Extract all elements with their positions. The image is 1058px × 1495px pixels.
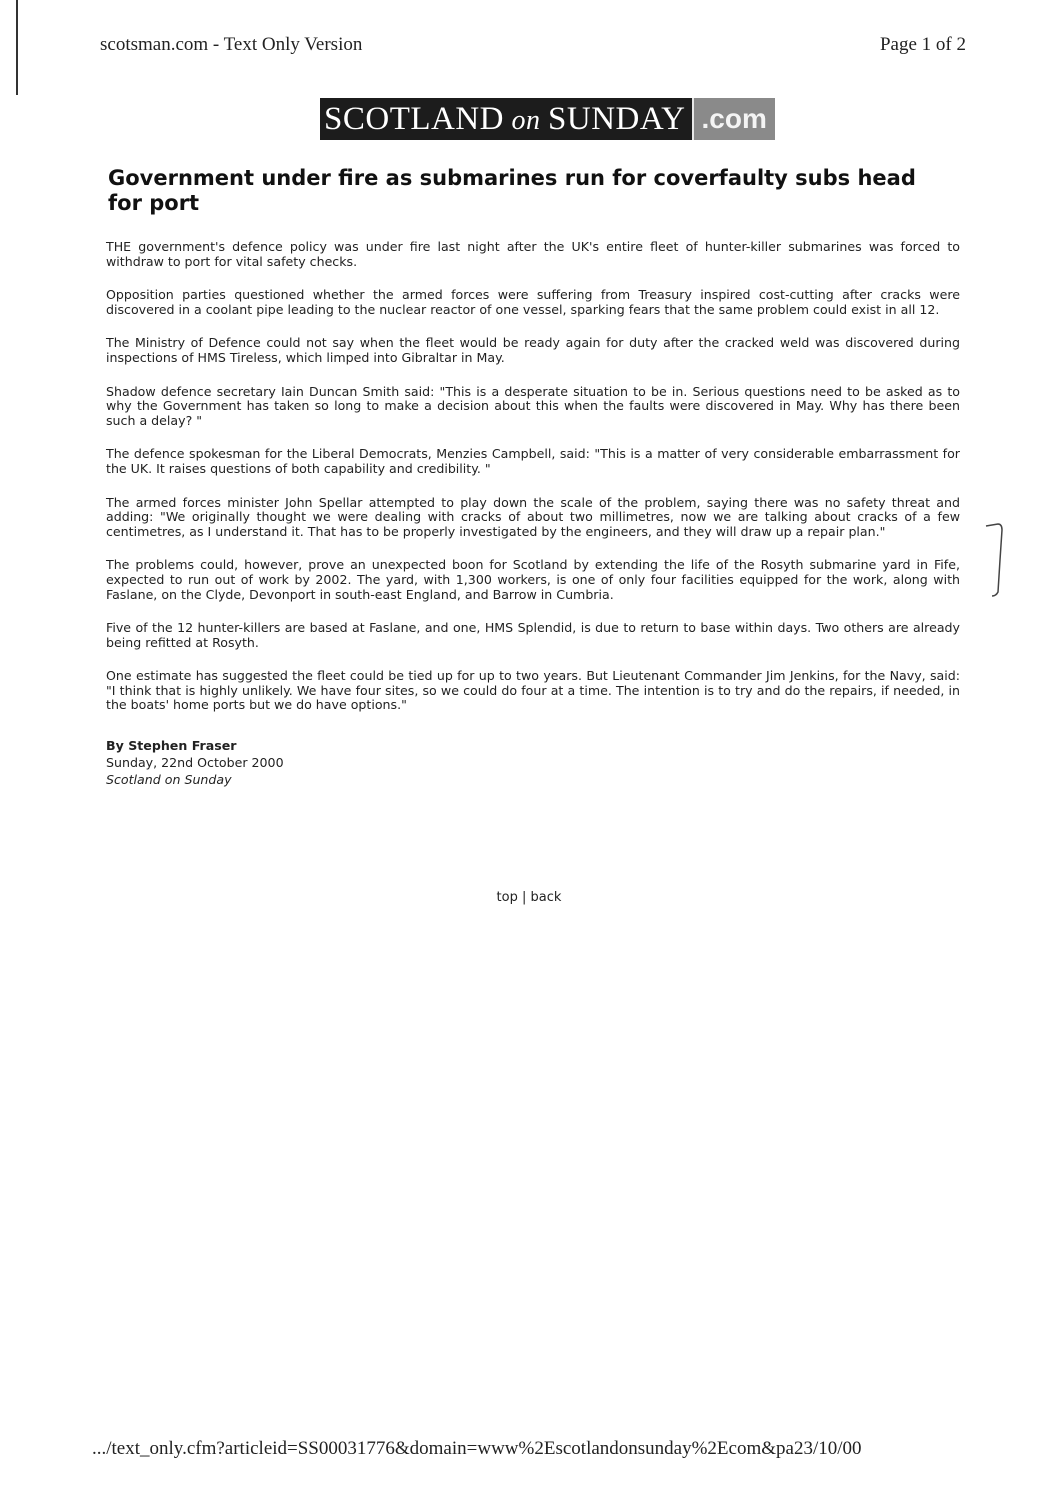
article-paragraph: The defence spokesman for the Liberal Democrats, Menzies Campbell, said: "This is a matter of very considerable embarrassment for the UK. It raises questions of both capability and credibility. " — [106, 446, 960, 476]
link-separator: | — [522, 890, 527, 905]
byline — [106, 737, 960, 788]
masthead-dotcom: .com — [692, 98, 775, 140]
article — [106, 166, 960, 788]
footer-links — [0, 890, 1058, 905]
article-paragraph: Shadow defence secretary Iain Duncan Smith said: "This is a desperate situation to be in. Serious questions need to be asked as to why the Government has taken so long to make a decision about this when the faults were discovered in May. Why has there been such a delay? " — [106, 383, 960, 428]
handwritten-bracket-mark — [982, 520, 1010, 600]
article-paragraph: The armed forces minister John Spellar attempted to play down the scale of the problem, saying there was no safety threat and adding: "We originally thought we were dealing with cracks of about two millimetres, now we are talking about cracks of a few centimetres, as I understand it. That has to be properly investigated by the engineers, and they will draw up a repair plan." — [106, 494, 960, 539]
article-paragraph: The Ministry of Defence could not say when the fleet would be ready again for duty after the cracked weld was discovered during inspections of HMS Tireless, which limped into Gibraltar in May. — [106, 335, 960, 365]
article-paragraph: Five of the 12 hunter-killers are based at Faslane, and one, HMS Splendid, is due to return to base within days. Two others are already being refitted at Rosyth. — [106, 620, 960, 650]
article-body — [106, 240, 960, 713]
article-paragraph: One estimate has suggested the fleet could be tied up for up to two years. But Lieutenant Commander Jim Jenkins, for the Navy, said: "I think that is highly unlikely. We have four sites, so we could do four at a time. The intention is to try and do the repairs, if needed, in the boats' home ports but we do have options." — [106, 668, 960, 713]
print-footer-date: 23/10/00 — [793, 1438, 862, 1459]
print-footer-url: .../text_only.cfm?articleid=SS00031776&domain=www%2Escotlandonsunday%2Ecom&pa — [92, 1438, 794, 1459]
back-link[interactable]: back — [530, 890, 562, 905]
article-paragraph: THE government's defence policy was under fire last night after the UK's entire fleet of hunter-killer submarines was forced to withdraw to port for vital safety checks. — [106, 239, 960, 269]
print-footer — [92, 1438, 862, 1460]
article-paragraph: Opposition parties questioned whether the armed forces were suffering from Treasury inspired cost-cutting after cracks were discovered in a coolant pipe leading to the nuclear reactor of one vessel, sparking fears that the same problem could exist in all 12. — [106, 287, 960, 317]
byline-date: Sunday, 22nd October 2000 — [106, 755, 284, 771]
masthead-wordmark — [320, 98, 692, 140]
byline-publication: Scotland on Sunday — [106, 772, 232, 788]
masthead-on: on — [511, 105, 541, 136]
masthead-scotland: SCOTLAND — [324, 101, 505, 137]
byline-author: By Stephen Fraser — [106, 738, 237, 754]
article-paragraph: The problems could, however, prove an unexpected boon for Scotland by extending the life of the Rosyth submarine yard in Fife, expected to run out of work by 2002. The yard, with 1,300 workers, is one of only four facilities equipped for the work, along with Faslane, on the Clyde, Devonport in south-east England, and Barrow in Cumbria. — [106, 557, 960, 602]
print-header-title: scotsman.com - Text Only Version — [100, 34, 363, 55]
article-headline: Government under fire as submarines run for coverfaulty subs head for port — [108, 166, 916, 215]
masthead-logo[interactable] — [320, 98, 775, 140]
print-header — [100, 34, 966, 56]
top-link[interactable]: top — [496, 890, 518, 905]
print-header-page-number: Page 1 of 2 — [879, 34, 966, 55]
scan-edge-line — [16, 0, 18, 95]
masthead-sunday: SUNDAY — [548, 101, 686, 137]
